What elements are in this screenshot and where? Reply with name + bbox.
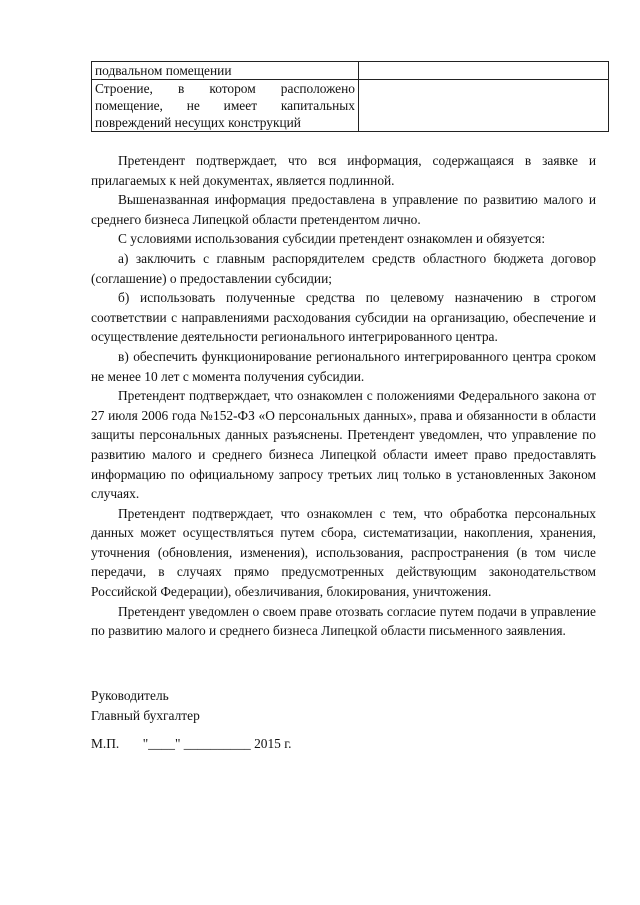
table-cell-label: подвальном помещении: [92, 62, 359, 80]
table-cell-value: [359, 62, 609, 80]
signature-accountant-label: Главный бухгалтер: [91, 707, 200, 723]
signature-block: [91, 686, 596, 725]
paragraph-obligation-c: в) обеспечить функционирование регионального интегрированного центра сроком не менее 10 лет с момента получения субсидии.: [91, 348, 596, 384]
table-cell-label: [92, 80, 359, 132]
paragraph-authenticity: Претендент подтверждает, что вся информация, содержащаяся в заявке и прилагаемых к ней документах, является подлинной.: [91, 153, 596, 188]
table-row: [92, 80, 609, 132]
paragraph-submitted-personally: Вышеназванная информация предоставлена в управление по развитию малого и среднего бизнеса Липецкой области претендентом лично.: [91, 192, 596, 227]
table-cell-line: Строение, в котором расположено: [95, 81, 355, 96]
paragraph-obligation-b: б) использовать полученные средства по целевому назначению в строгом соответствии с направлениями расходования субсидии на организацию, обеспечение и осуществление деятельности регионального интегрированного центра.: [91, 290, 596, 345]
paragraph-consent-withdrawal: Претендент уведомлен о своем праве отозвать согласие путем подачи в управление по развитию малого и среднего бизнеса Липецкой области письменного заявления.: [91, 603, 596, 639]
declaration-text: [91, 151, 596, 641]
stamp-date-line: М.П. "____" __________ 2015 г.: [91, 736, 292, 751]
paragraph-personal-data-law: Претендент подтверждает, что ознакомлен с положениями Федерального закона от 27 июля 2006 года №152-ФЗ «О персональных данных», права и обязанности в области защиты персональных данных разъяснены. Претендент уведомлен, что управление по развитию малого и среднего бизнеса Липецкой области имеет право предоставлять информацию по официальному запросу третьих лиц только в установленных Законом случаях.: [91, 388, 596, 502]
signature-head-label: Руководитель: [91, 688, 169, 703]
paragraph-data-processing: Претендент подтверждает, что ознакомлен с тем, что обработка персональных данных может осуществляться путем сбора, систематизации, накопления, хранения, уточнения (обновления, изменения), использования, распространения (в том числе передачи, в случаях прямо предусмотренных действующим законодательством Российской Федерации), обезличивания, блокирования, уничтожения.: [91, 505, 596, 600]
paragraph-conditions: С условиями использования субсидии претендент ознакомлен и обязуется:: [118, 231, 546, 247]
table-cell-value: [359, 80, 609, 132]
table-cell-line: помещение, не имеет капитальных: [95, 98, 355, 113]
table-cell-line: повреждений несущих конструкций: [95, 115, 301, 130]
property-table: [91, 61, 609, 132]
table-row: [92, 62, 609, 80]
paragraph-obligation-a: а) заключить с главным распорядителем средств областного бюджета договор (соглашение) о предоставлении субсидии;: [91, 250, 596, 286]
